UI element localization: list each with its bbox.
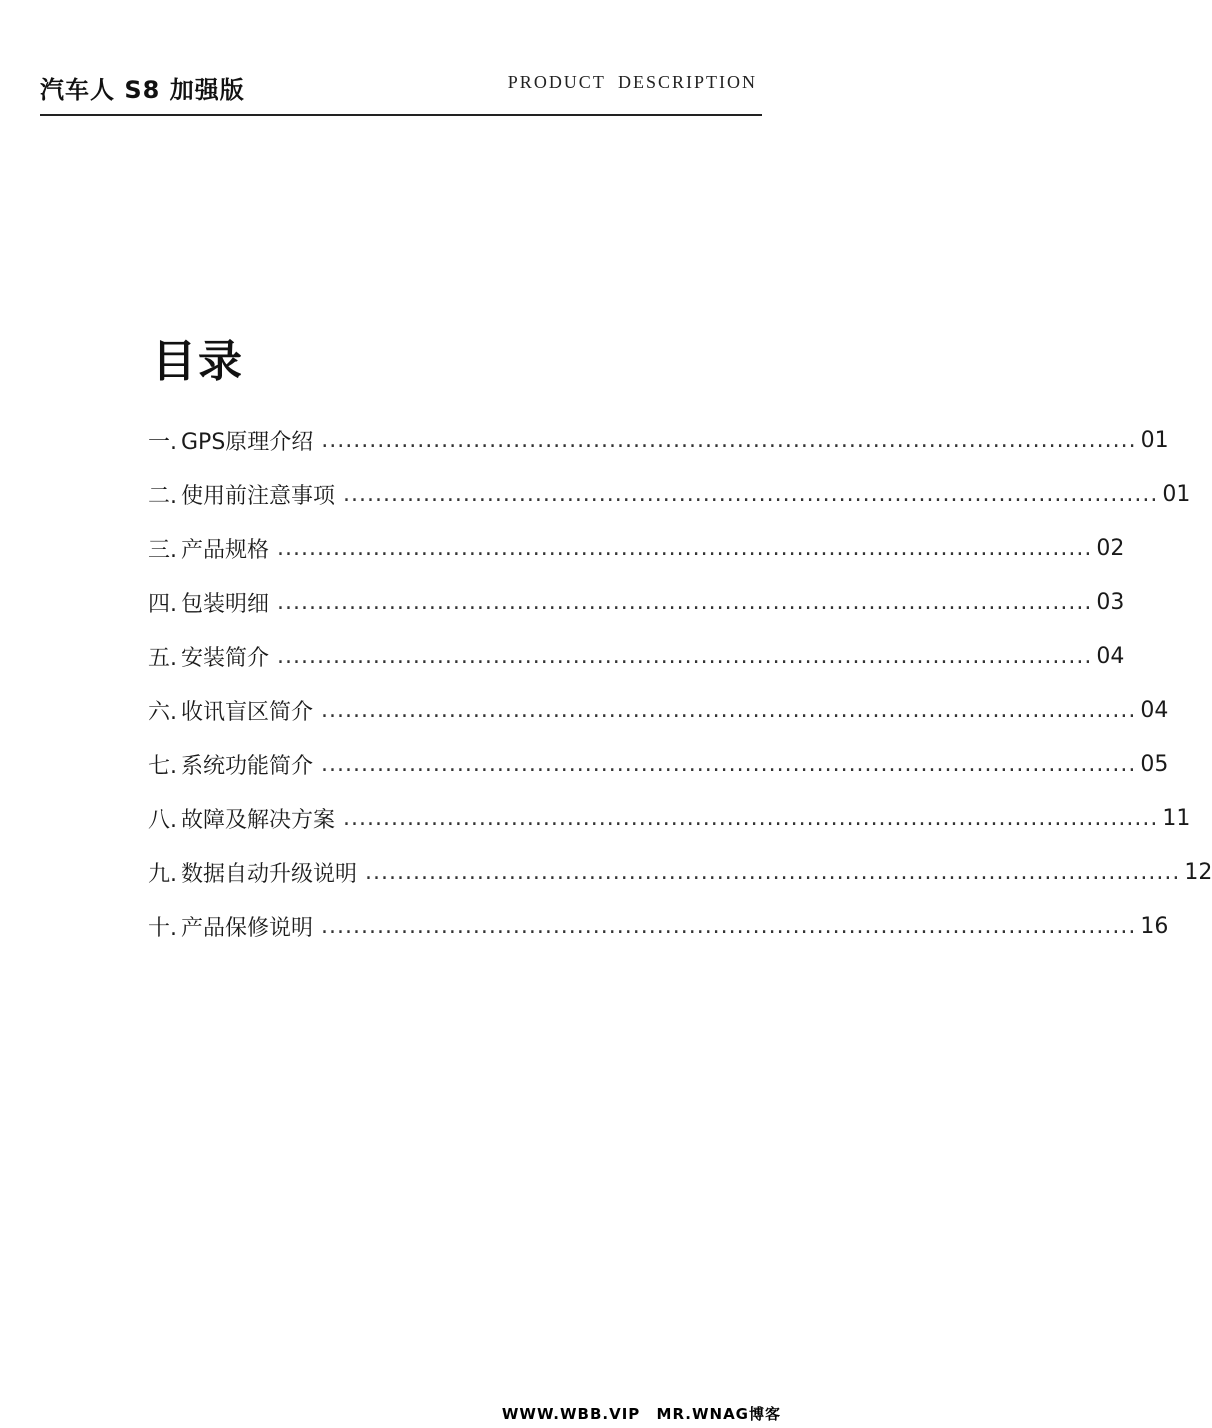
toc-entry-label: 产品保修说明: [181, 915, 314, 941]
toc-leader-dots: ......................................................................................................: [343, 481, 1159, 507]
toc-entry-number: 四.: [148, 591, 177, 617]
toc-entry[interactable]: [148, 690, 1169, 730]
toc-entry-page: 04: [1140, 697, 1169, 723]
toc-entry-page: 03: [1096, 589, 1125, 615]
toc-entry-page: 02: [1096, 535, 1125, 561]
toc-entry[interactable]: [148, 474, 1191, 514]
toc-entry[interactable]: [148, 528, 1125, 568]
toc-entry[interactable]: [148, 852, 1212, 892]
toc-entry-number: 五.: [148, 645, 177, 671]
toc-entry-number: 十.: [148, 915, 177, 941]
toc-leader-dots: ......................................................................................................: [343, 805, 1159, 831]
toc-entry-label: 产品规格: [181, 537, 270, 563]
document-title: 汽车人 S8 加强版: [40, 76, 245, 104]
toc-entry-page: 05: [1140, 751, 1169, 777]
toc-entry-page: 16: [1140, 913, 1169, 939]
toc-leader-dots: ......................................................................................................: [365, 859, 1181, 885]
toc-entry-label: 数据自动升级说明: [181, 861, 358, 887]
toc-leader-dots: ......................................................................................................: [277, 643, 1093, 669]
toc-entry-label: 系统功能简介: [181, 753, 314, 779]
toc-entry[interactable]: [148, 906, 1169, 946]
toc-entry-number: 八.: [148, 807, 177, 833]
toc-entry-number: 二.: [148, 483, 177, 509]
toc-leader-dots: ......................................................................................................: [321, 913, 1137, 939]
toc-title: 目录: [152, 336, 244, 387]
document-subtitle: PRODUCT DESCRIPTION: [507, 72, 757, 92]
toc-entry[interactable]: [148, 798, 1191, 838]
toc-leader-dots: ......................................................................................................: [321, 427, 1137, 453]
toc-entry-page: 12: [1184, 859, 1212, 885]
toc-entry-page: 04: [1096, 643, 1125, 669]
toc-entry-page: 01: [1162, 481, 1191, 507]
toc-leader-dots: ......................................................................................................: [321, 697, 1137, 723]
header-divider: [40, 114, 762, 116]
toc-leader-dots: ......................................................................................................: [277, 535, 1093, 561]
toc-entry[interactable]: [148, 744, 1169, 784]
toc-entry-label: 安装简介: [181, 645, 270, 671]
toc-entry[interactable]: [148, 420, 1169, 460]
toc-entry-page: 01: [1140, 427, 1169, 453]
toc-entry-number: 六.: [148, 699, 177, 725]
toc-entry-number: 九.: [148, 861, 177, 887]
toc-entry-label: 包装明细: [181, 591, 270, 617]
toc-entry-number: 一.: [148, 429, 177, 455]
toc-entry-label: 使用前注意事项: [181, 483, 336, 509]
toc-entry-number: 三.: [148, 537, 177, 563]
toc-entry-number: 七.: [148, 753, 177, 779]
toc-entry[interactable]: [148, 636, 1125, 676]
toc-entry-page: 11: [1162, 805, 1191, 831]
toc-entry-label: 收讯盲区简介: [181, 699, 314, 725]
toc-leader-dots: ......................................................................................................: [277, 589, 1093, 615]
toc-entry[interactable]: [148, 582, 1125, 622]
toc-entry-label: GPS原理介绍: [181, 429, 314, 455]
watermark: WWW.WBB.VIP MR.WNAG博客: [501, 1405, 781, 1423]
toc-leader-dots: ......................................................................................................: [321, 751, 1137, 777]
toc-entry-label: 故障及解决方案: [181, 807, 336, 833]
